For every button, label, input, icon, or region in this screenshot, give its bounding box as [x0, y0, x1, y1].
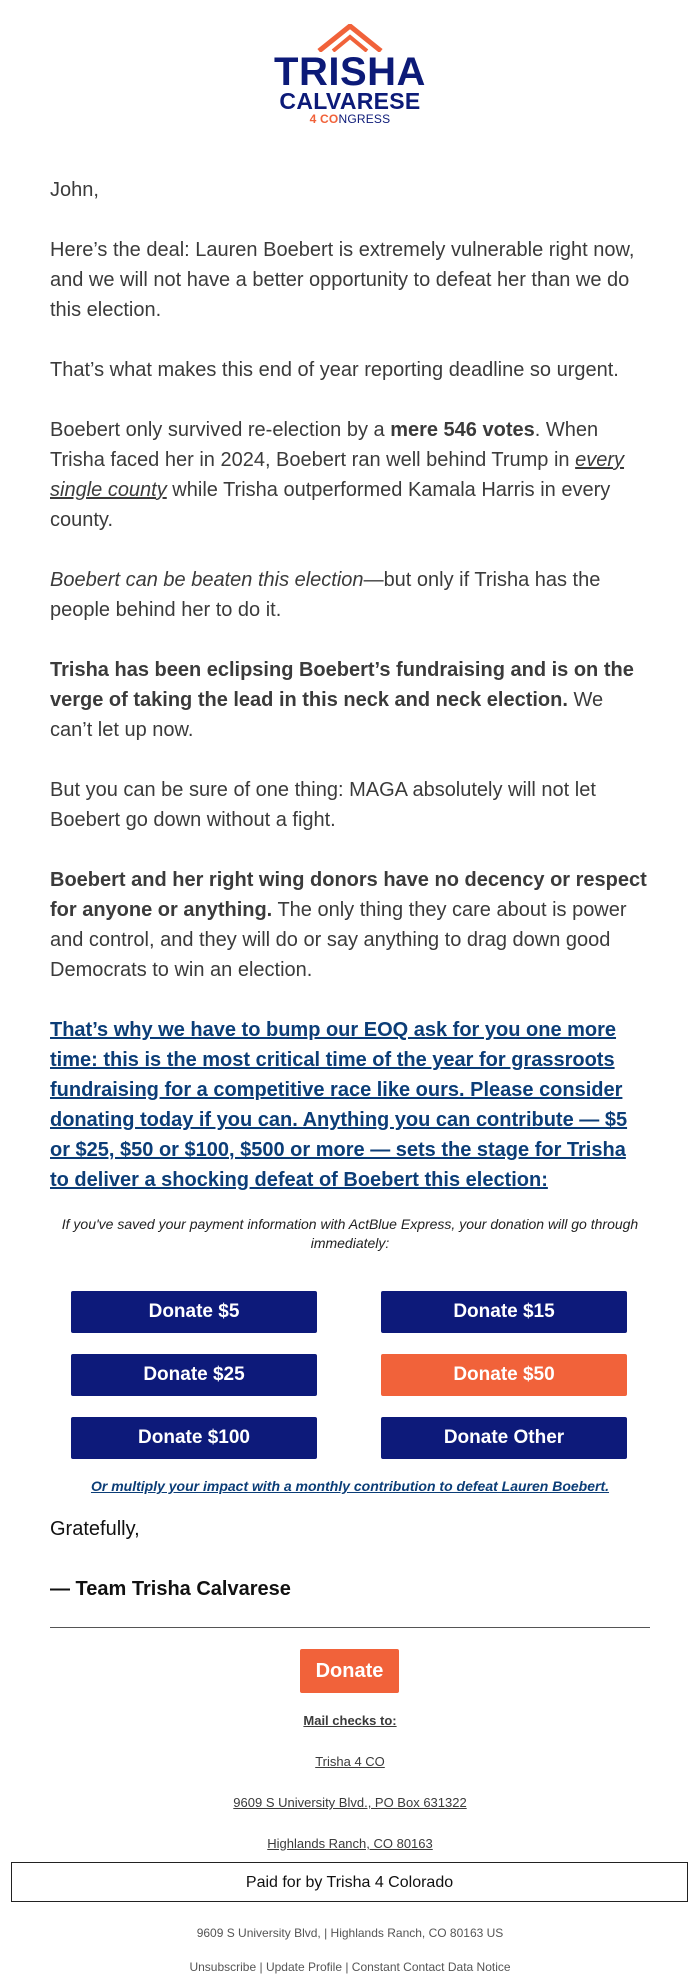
- greeting: John,: [50, 179, 99, 201]
- mountain-logo-icon: [315, 24, 385, 52]
- donate-15-button[interactable]: Donate $15: [381, 1291, 627, 1333]
- mail-org: Trisha 4 CO: [315, 1754, 385, 1769]
- donate-5-button[interactable]: Donate $5: [71, 1291, 317, 1333]
- unsubscribe-link[interactable]: Unsubscribe: [189, 1960, 257, 1974]
- logo-line-2: CALVARESE: [279, 88, 421, 114]
- update-profile-link[interactable]: Update Profile: [265, 1960, 342, 1974]
- p4-text-c: . When Trisha faced her in 2024, Boebert ran well behind Trump in: [50, 419, 599, 471]
- footer-donate-button[interactable]: Donate: [300, 1649, 399, 1693]
- footer-separator: |: [345, 1960, 352, 1974]
- logo-line-3: [0, 112, 700, 127]
- footer-address: 9609 S University Blvd, | Highlands Ranch, CO 80163 US: [196, 1926, 504, 1940]
- paragraph-5: [50, 565, 650, 625]
- divider: [50, 1627, 650, 1628]
- mail-street: 9609 S University Blvd., PO Box 631322: [233, 1795, 467, 1810]
- campaign-logo: [0, 24, 700, 127]
- paragraph-8: [50, 865, 650, 985]
- cta-link[interactable]: That’s why we have to bump our EOQ ask for you one more time: this is the most critical time of the year for grassroots fundraising for a competitive race like ours. Please consider donating today if you can. Anything you can contribute — $5 or $25, $50 or $100, $500 or more — sets the stage for Trisha to deliver a shocking defeat of Boebert this election:: [50, 1019, 628, 1191]
- donate-50-button[interactable]: Donate $50: [381, 1354, 627, 1396]
- p6-bold: Trisha has been eclipsing Boebert’s fundraising and is on the verge of taking the lead in this neck and neck election.: [50, 659, 634, 711]
- footer-separator: |: [259, 1960, 266, 1974]
- logo-line-3-rest: NGRESS: [338, 112, 391, 126]
- p4-text-a: Boebert only survived re-election by a: [50, 419, 391, 441]
- p4-bold-votes: mere 546 votes: [390, 419, 535, 441]
- paragraph-3: That’s what makes this end of year reporting deadline so urgent.: [50, 359, 619, 381]
- data-notice-link[interactable]: Constant Contact Data Notice: [351, 1960, 511, 1974]
- paragraph-2: Here’s the deal: Lauren Boebert is extremely vulnerable right now, and we will not have a better opportunity to defeat her than we do this election.: [50, 239, 635, 321]
- mail-checks-heading: Mail checks to:: [303, 1713, 397, 1728]
- logo-line-3-accent: 4 CO: [309, 112, 339, 126]
- cta-paragraph[interactable]: [50, 1015, 650, 1195]
- paragraph-7: But you can be sure of one thing: MAGA absolutely will not let Boebert go down without a fight.: [50, 779, 596, 831]
- monthly-contribution-link[interactable]: Or multiply your impact with a monthly contribution to defeat Lauren Boebert.: [90, 1478, 610, 1494]
- signature: — Team Trisha Calvarese: [50, 1578, 291, 1600]
- mail-city: Highlands Ranch, CO 80163: [267, 1836, 433, 1851]
- letter-body: [50, 175, 650, 1213]
- donate-100-button[interactable]: Donate $100: [71, 1417, 317, 1459]
- p8-text: The only thing they care about is power and control, and they will do or say anything to drag down good Democrats to win an election.: [50, 899, 627, 981]
- p4-emphasis-county: every single county: [50, 449, 625, 501]
- p8-bold: Boebert and her right wing donors have no decency or respect for anyone or anything.: [50, 869, 647, 921]
- actblue-express-note: If you've saved your payment information with ActBlue Express, your donation will go through immediately:: [61, 1216, 639, 1251]
- paragraph-4: [50, 415, 650, 535]
- donate-25-button[interactable]: Donate $25: [71, 1354, 317, 1396]
- p5-text: —but only if Trisha has the people behind her to do it.: [50, 569, 601, 621]
- logo-line-1: TRISHA: [274, 50, 426, 94]
- signoff: Gratefully,: [50, 1518, 140, 1540]
- p5-italic: Boebert can be beaten this election: [50, 569, 364, 591]
- paid-for-disclaimer: Paid for by Trisha 4 Colorado: [11, 1862, 688, 1902]
- donate-other-button[interactable]: Donate Other: [381, 1417, 627, 1459]
- p4-text-e: while Trisha outperformed Kamala Harris in every county.: [50, 479, 611, 531]
- p6-text: We can’t let up now.: [50, 689, 604, 741]
- footer-links: [0, 1960, 700, 1974]
- paragraph-6: [50, 655, 650, 745]
